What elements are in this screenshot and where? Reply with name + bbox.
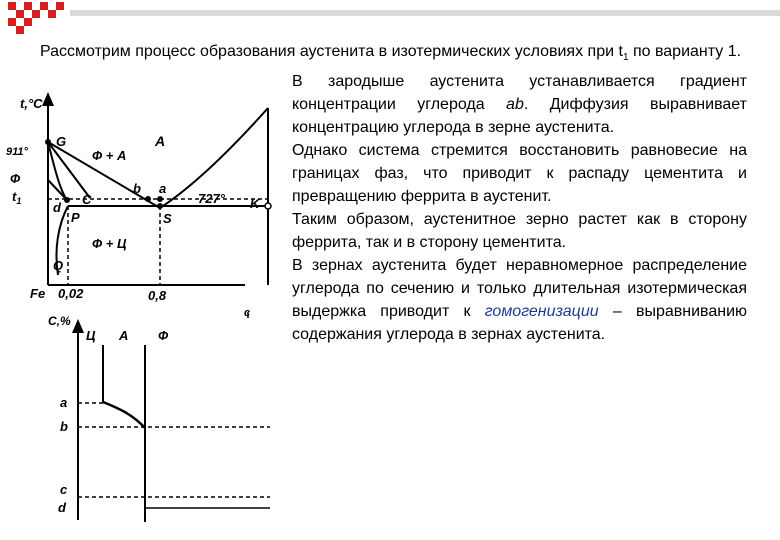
- point-k: [265, 203, 271, 209]
- label-d: d: [53, 200, 61, 215]
- point-a: [157, 196, 163, 202]
- label-phi: Ф: [10, 171, 21, 186]
- point-c: [64, 197, 70, 203]
- paragraph-4: [292, 254, 747, 346]
- austenite-gradient: [103, 402, 145, 428]
- label-t1: $t_1$: [12, 189, 22, 206]
- label-s: S: [163, 211, 172, 226]
- label-b: b: [133, 181, 141, 196]
- label-08: 0,8: [148, 288, 167, 303]
- label-k: K: [250, 196, 260, 211]
- top-y-label: t,°C: [20, 96, 43, 111]
- intro-line: Рассмотрим процесс образования аустенита в изотермических условиях при t: [40, 43, 623, 60]
- label-c: C: [82, 192, 92, 207]
- level-label-d: d: [58, 500, 66, 515]
- intro-sub: 1: [622, 52, 629, 64]
- p1-part-c: . Диффузия выравнивает концентрацию углерода в зерне аустенита.: [292, 96, 747, 136]
- label-p: P: [71, 210, 80, 225]
- label-727: 727°: [198, 191, 225, 206]
- homogenization-link[interactable]: гомогенизации: [484, 303, 599, 320]
- label-002: 0,02: [58, 286, 84, 301]
- bottom-y-label: C,%: [48, 314, 71, 328]
- label-a-region: A: [155, 133, 166, 149]
- paragraph-1: [292, 70, 747, 139]
- gp-line: [48, 180, 67, 200]
- top-x-label: c: [244, 307, 251, 319]
- label-g: G: [56, 134, 67, 149]
- label-a: a: [159, 181, 167, 196]
- point-s: [157, 203, 163, 209]
- label-phi-a: Ф + А: [92, 148, 127, 163]
- paragraph-2: Однако система стремится восстановить равновесие на границах фаз, что приводит к распаду цементита и превращению феррита в аустенит.: [292, 142, 747, 205]
- level-label-c: c: [60, 482, 68, 497]
- phase-diagram: [0, 0, 290, 540]
- point-g: [45, 139, 51, 145]
- intro-tail: по варианту 1.: [628, 43, 742, 60]
- label-austenite: А: [119, 328, 129, 343]
- p4-part-a: В зернах аустенита будет неравномерное распределение углерода по сечению и только длительная изотермическая выдержка приводит к: [292, 257, 747, 320]
- point-b: [145, 196, 151, 202]
- p1-ab: ab: [506, 96, 524, 113]
- label-ferrite: Ф: [158, 328, 169, 343]
- level-label-b: b: [60, 419, 68, 434]
- paragraph-3: Таким образом, аустенитное зерно растет как в сторону феррита, так и в сторону цементита.: [292, 211, 747, 251]
- label-cementite: Ц: [86, 328, 96, 343]
- label-q: Q: [53, 258, 64, 273]
- p4-part-b: – выравниванию содержания углерода в зернах аустенита.: [292, 303, 748, 343]
- label-fe: Fe: [30, 286, 46, 301]
- label-phi-c: Ф + Ц: [92, 236, 127, 251]
- label-911: 911°: [6, 146, 28, 158]
- body-text: [292, 70, 747, 346]
- p1-part-a: В зародыше аустенита устанавливается градиент концентрации углерода: [292, 73, 747, 113]
- level-label-a: a: [60, 395, 68, 410]
